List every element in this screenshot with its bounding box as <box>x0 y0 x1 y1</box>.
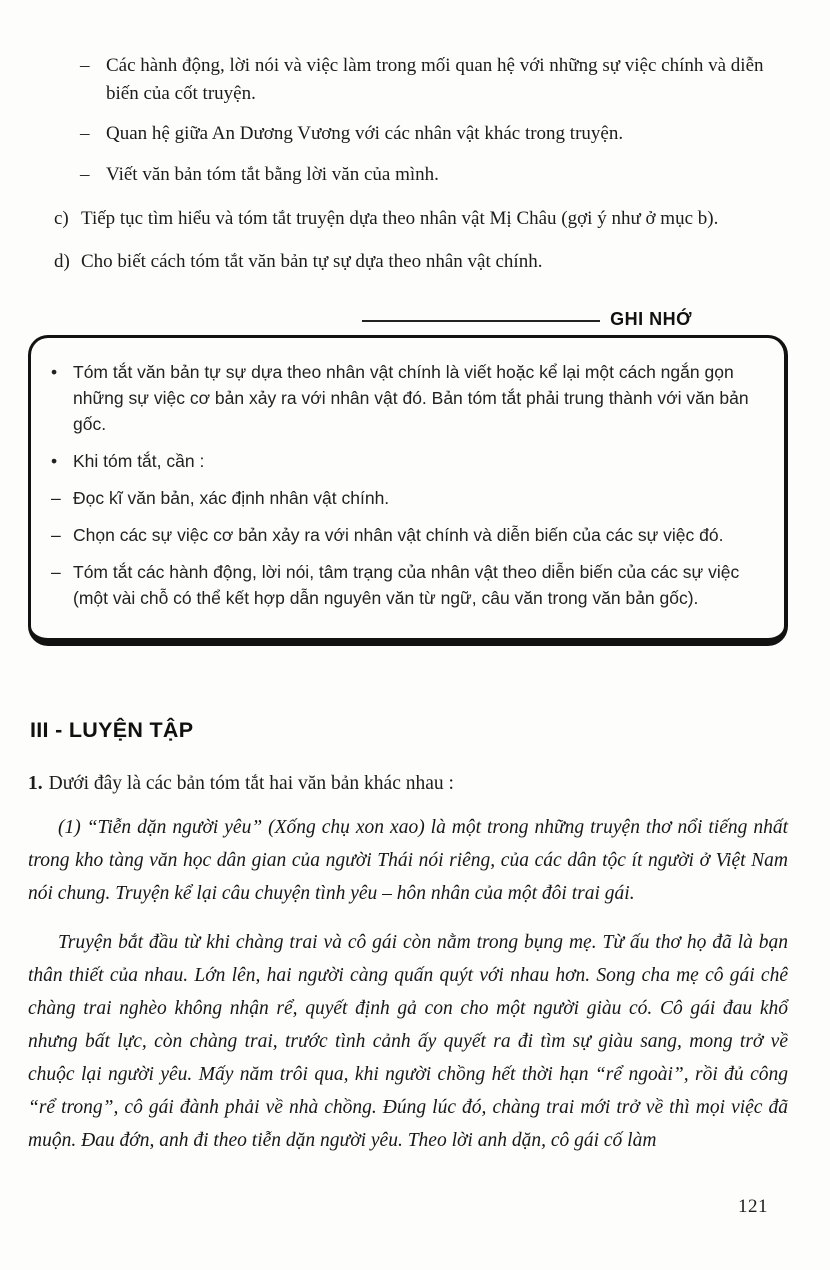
dash-marker: – <box>80 123 90 145</box>
exercise-1-intro <box>28 773 788 795</box>
ghi-nho-item <box>51 449 756 475</box>
ghi-nho-item-text: Tóm tắt văn bản tự sự dựa theo nhân vật chính là viết hoặc kể lại một cách ngắn gọn những sự việc cơ bản xảy ra với nhân vật đó. Bản tóm tắt phải trung thành với văn bản gốc. <box>73 362 749 435</box>
ghi-nho-title: GHI NHỚ <box>610 309 692 330</box>
dash-marker: – <box>80 55 90 76</box>
section-heading-luyen-tap: III - LUYỆN TẬP <box>30 718 194 743</box>
ghi-nho-item-text: Chọn các sự việc cơ bản xảy ra với nhân vật chính và diễn biến của các sự việc đó. <box>73 524 724 545</box>
ghi-nho-section <box>28 309 788 646</box>
dash-marker: – <box>51 487 61 508</box>
ghi-nho-item <box>51 560 756 612</box>
ghi-nho-box <box>28 335 788 646</box>
dash-marker: – <box>51 524 61 545</box>
ghi-nho-item <box>51 523 756 549</box>
summary-paragraph-1: (1) “Tiễn dặn người yêu” (Xống chụ xon xao) là một trong những truyện thơ nổi tiếng nhất trong kho tàng văn học dân gian của người Thái nói riêng, của các dân tộc ít người ở Việt Nam nói chung. Truyện kể lại câu chuyện tình yêu – hôn nhân của một đôi trai gái. <box>28 817 788 905</box>
dash-item <box>80 161 788 189</box>
dash-item <box>80 120 788 148</box>
item-letter: c) <box>54 208 69 230</box>
lettered-item-text: Tiếp tục tìm hiểu và tóm tắt truyện dựa theo nhân vật Mị Châu (gợi ý như ở mục b). <box>81 208 719 230</box>
ghi-nho-item-text: Đọc kĩ văn bản, xác định nhân vật chính. <box>73 487 390 508</box>
exercise-intro-text: Dưới đây là các bản tóm tắt hai văn bản khác nhau : <box>48 773 454 795</box>
ghi-nho-label-row <box>28 309 692 330</box>
dash-marker: – <box>80 163 90 185</box>
item-letter: d) <box>54 250 70 272</box>
dash-item-text: Viết văn bản tóm tắt bằng lời văn của mình. <box>106 163 439 185</box>
page-number: 121 <box>738 1196 768 1217</box>
lettered-item-text: Cho biết cách tóm tắt văn bản tự sự dựa theo nhân vật chính. <box>81 250 543 272</box>
dash-item <box>80 52 788 107</box>
summary-paragraph-2: Truyện bắt đầu từ khi chàng trai và cô gái còn nằm trong bụng mẹ. Từ ấu thơ họ đã là bạn thân thiết của nhau. Lớn lên, hai người càng quấn quýt với nhau hơn. Song cha mẹ cô gái chê chàng trai nghèo không nhận rể, quyết định gả con cho một người giàu có. Cô gái đau khổ nhưng bất lực, còn chàng trai, trước tình cảnh ấy quyết ra đi tìm sự giàu sang, mong trở về chuộc lại người yêu. Mấy năm trôi qua, khi người chồng hết thời hạn “rể ngoài”, rồi đủ công “rể trong”, cô gái đành phải về nhà chồng. Đúng lúc đó, chàng trai mới trở về thì mọi việc đã muộn. Đau đớn, anh đi theo tiễn dặn người yêu. Theo lời anh dặn, cô gái cố làm <box>28 932 788 1152</box>
ghi-nho-item-text: Khi tóm tắt, cần : <box>73 450 205 471</box>
ghi-nho-item-text: Tóm tắt các hành động, lời nói, tâm trạng của nhân vật theo diễn biến của các sự việc (một vài chỗ có thể kết hợp dẫn nguyên văn từ ngữ, câu văn trong văn bản gốc). <box>73 561 740 608</box>
ghi-nho-item <box>51 486 756 512</box>
lettered-item-c <box>54 205 788 233</box>
exercise-number: 1. <box>28 773 43 795</box>
lettered-list <box>54 205 788 275</box>
bullet-marker: • <box>51 362 58 383</box>
lettered-item-d <box>54 248 788 276</box>
dash-item-text: Quan hệ giữa An Dương Vương với các nhân vật khác trong truyện. <box>106 123 624 145</box>
dash-item-text: Các hành động, lời nói và việc làm trong mối quan hệ với những sự việc chính và diễn biến của cốt truyện. <box>106 55 764 104</box>
ghi-nho-rule-line <box>362 320 600 322</box>
ghi-nho-item <box>51 360 756 438</box>
bullet-marker: • <box>51 450 58 471</box>
question-dash-list <box>80 52 788 188</box>
dash-marker: – <box>51 561 61 582</box>
